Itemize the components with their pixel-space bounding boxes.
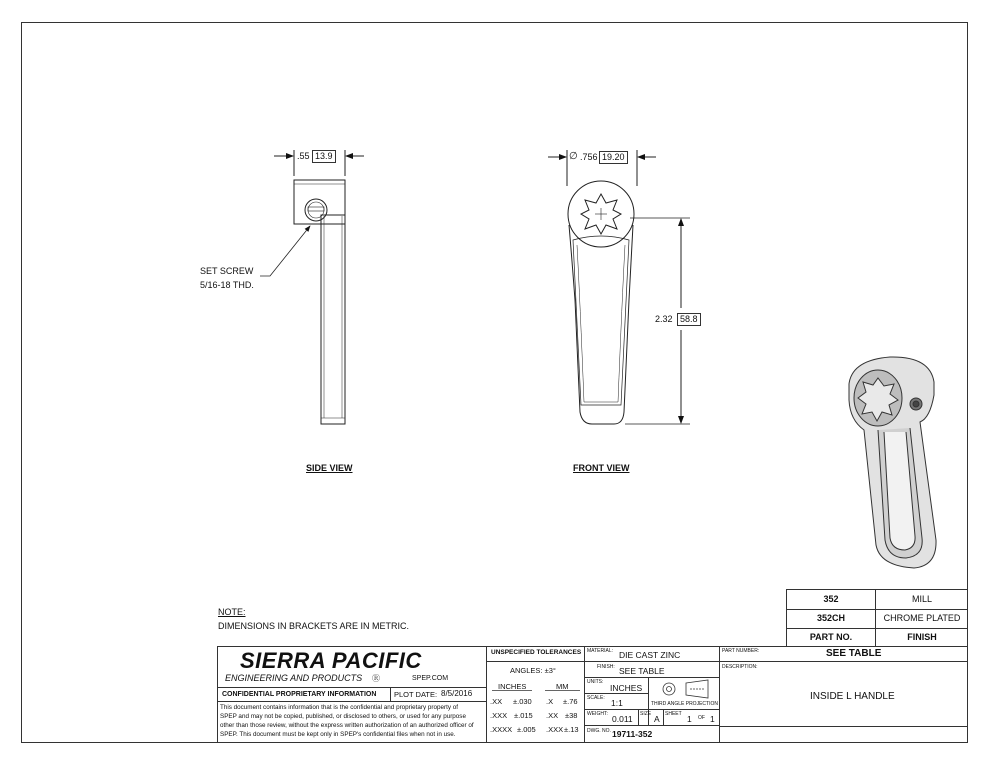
front-view-drawing — [548, 150, 690, 424]
confidential-line-4: SPEP. This document must be kept only in SPEP's confidential files when not in use. — [220, 731, 456, 738]
third-angle-projection-symbol — [663, 680, 708, 698]
sheet-total: 1 — [710, 714, 715, 724]
description-value: INSIDE L HANDLE — [810, 691, 895, 702]
tol-row3-in-value: ±.005 — [517, 725, 536, 734]
tolerances-title: UNSPECIFIED TOLERANCES — [491, 649, 582, 656]
sheet-number: 1 — [687, 714, 692, 724]
scale-label: SCALE: — [587, 695, 605, 701]
part-table-row1-finish: MILL — [911, 594, 932, 604]
confidential-line-3: other than those review, without the express written authorization of an authorized officer of — [220, 722, 474, 729]
projection-label: THIRD ANGLE PROJECTION — [651, 701, 718, 707]
angles-tolerance: ANGLES: ±3° — [510, 666, 556, 675]
tol-row1-in-format: .XX — [490, 697, 503, 706]
sheet-of: OF — [698, 715, 705, 721]
units-value: INCHES — [610, 683, 643, 693]
material-label: MATERIAL: — [587, 648, 614, 654]
confidential-line-2: SPEP and may not be copied, published, or disclosed to others, or used for any purpose — [220, 713, 466, 720]
confidential-title: CONFIDENTIAL PROPRIETARY INFORMATION — [222, 691, 377, 698]
front-diameter-mm: 19.20 — [599, 151, 628, 164]
trademark-symbol: Ⓡ — [372, 674, 380, 683]
part-table-header-part: PART NO. — [809, 632, 853, 642]
mm-header: MM — [556, 682, 569, 691]
tol-row1-mm-format: .X — [546, 697, 554, 706]
sheet-label: SHEET — [665, 711, 682, 717]
side-width-inch: .55 — [297, 151, 310, 161]
material-value: DIE CAST ZINC — [619, 650, 681, 660]
side-width-mm: 13.9 — [312, 150, 336, 163]
note-title: NOTE: — [218, 607, 246, 617]
dwg-no-label: DWG. NO. — [587, 728, 611, 734]
side-view-drawing — [260, 150, 364, 424]
part-table-row2-finish: CHROME PLATED — [883, 613, 961, 623]
scale-value: 1:1 — [611, 698, 623, 708]
size-value: A — [654, 714, 660, 724]
tol-row3-mm-format: .XXX — [546, 725, 564, 734]
tol-row3-mm-value: ±.13 — [564, 725, 579, 734]
confidential-line-1: This document contains information that is the confidential and proprietary property of — [220, 704, 459, 711]
part-table-row2-part: 352CH — [816, 613, 845, 623]
part-table-header-finish: FINISH — [907, 632, 937, 642]
tol-row2-in-format: .XXX — [490, 711, 508, 720]
note-text: DIMENSIONS IN BRACKETS ARE IN METRIC. — [218, 621, 410, 631]
plot-date-value: 8/5/2016 — [441, 689, 473, 698]
weight-label: WEIGHT: — [587, 711, 608, 717]
size-label: SIZE — [640, 711, 652, 717]
tol-row2-mm-format: .XX — [546, 711, 559, 720]
tol-row2-mm-value: ±38 — [565, 711, 578, 720]
dwg-no-value: 19711-352 — [612, 729, 653, 739]
description-label: DESCRIPTION: — [722, 664, 758, 670]
diameter-symbol: ∅ — [569, 151, 578, 162]
inches-header: INCHES — [498, 682, 527, 691]
side-view-label: SIDE VIEW — [306, 463, 353, 473]
isometric-view-drawing — [849, 357, 936, 568]
tol-row2-in-value: ±.015 — [514, 711, 533, 720]
tol-row1-mm-value: ±.76 — [563, 697, 578, 706]
tol-row1-in-value: ±.030 — [513, 697, 532, 706]
part-table-row1-part: 352 — [823, 594, 839, 604]
company-subtitle: ENGINEERING AND PRODUCTS — [225, 673, 363, 683]
finish-value: SEE TABLE — [619, 666, 665, 676]
front-length-inch: 2.32 — [655, 314, 673, 324]
finish-label: FINISH: — [597, 664, 615, 670]
units-label: UNITS: — [587, 679, 604, 685]
plot-date-label: PLOT DATE: — [394, 690, 438, 699]
company-website: SPEP.COM — [412, 675, 449, 682]
part-number-value: SEE TABLE — [826, 648, 882, 659]
front-diameter-inch: .756 — [580, 152, 598, 162]
front-view-label: FRONT VIEW — [573, 463, 630, 473]
front-length-mm: 58.8 — [677, 313, 701, 326]
set-screw-callout-line1: SET SCREW — [200, 266, 254, 276]
part-number-label: PART NUMBER: — [722, 648, 760, 654]
weight-value: 0.011 — [612, 714, 633, 724]
set-screw-callout-line2: 5/16-18 THD. — [200, 280, 254, 290]
tol-row3-in-format: .XXXX — [490, 725, 513, 734]
company-name: SIERRA PACIFIC — [240, 648, 422, 673]
